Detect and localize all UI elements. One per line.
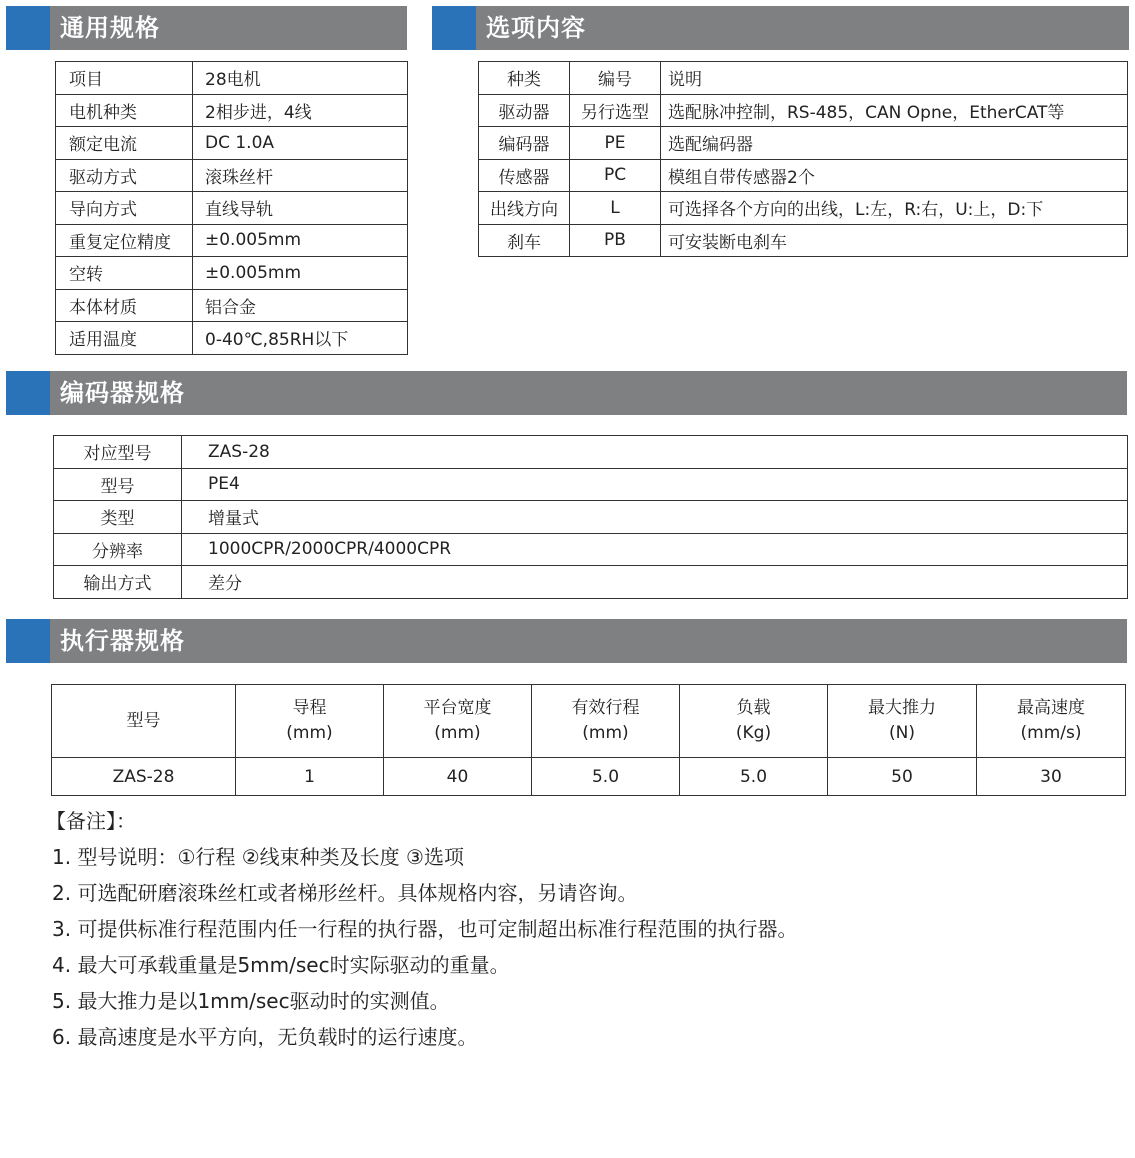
table-header-row [479, 62, 1128, 95]
notes-section [46, 806, 1106, 1058]
header-name: 负载 [736, 698, 771, 718]
spec-key: 重复定位精度 [56, 224, 193, 257]
spec-value: 差分 [182, 566, 1128, 599]
section-title-encoder: 编码器规格 [60, 379, 185, 407]
option-type: 刹车 [479, 224, 570, 257]
header-unit: (Kg) [735, 723, 772, 743]
spec-key: 导向方式 [56, 192, 193, 225]
spec-key: 驱动方式 [56, 159, 193, 192]
note-item: 6. 最高速度是水平方向，无负载时的运行速度。 [52, 1025, 478, 1049]
table-row [56, 127, 408, 160]
cell-width: 40 [384, 758, 532, 796]
spec-value: DC 1.0A [193, 127, 408, 160]
column-header: 种类 [479, 62, 570, 95]
table-row [56, 62, 408, 95]
option-description: 选配脉冲控制，RS-485，CAN Opne，EtherCAT等 [661, 94, 1128, 127]
table-header-row [52, 685, 1126, 758]
table-row [54, 501, 1128, 534]
header-unit: (mm) [582, 723, 629, 743]
actuator-spec-table [51, 684, 1126, 796]
column-header-load [680, 685, 828, 758]
spec-value: 铝合金 [193, 289, 408, 322]
section-header-general [6, 6, 407, 50]
header-name: 最大推力 [868, 698, 936, 718]
header-name: 型号 [126, 710, 161, 731]
table-row [479, 127, 1128, 160]
options-table [478, 61, 1128, 257]
general-spec-table [55, 61, 408, 355]
header-name: 导程 [292, 698, 327, 718]
section-header-encoder [6, 371, 1127, 415]
option-type: 驱动器 [479, 94, 570, 127]
table-row [52, 758, 1126, 796]
cell-lead: 1 [236, 758, 384, 796]
table-row [56, 289, 408, 322]
spec-key: 对应型号 [54, 436, 182, 469]
table-row [56, 192, 408, 225]
table-row [56, 94, 408, 127]
section-title-actuator: 执行器规格 [60, 627, 185, 655]
option-code: 另行选型 [570, 94, 661, 127]
note-item: 1. 型号说明：①行程 ②线束种类及长度 ③选项 [52, 845, 464, 869]
header-unit: (N) [889, 723, 915, 743]
spec-key: 空转 [56, 257, 193, 290]
column-header-width [384, 685, 532, 758]
header-name: 平台宽度 [423, 698, 492, 718]
column-header-stroke [532, 685, 680, 758]
spec-value: 0-40℃,85RH以下 [193, 322, 408, 355]
spec-value: 2相步进，4线 [193, 94, 408, 127]
spec-key: 分辨率 [54, 533, 182, 566]
spec-key: 项目 [56, 62, 193, 95]
spec-key: 适用温度 [56, 322, 193, 355]
encoder-spec-table [53, 435, 1128, 599]
table-row [479, 224, 1128, 257]
table-row [56, 224, 408, 257]
option-code: PB [570, 224, 661, 257]
note-item: 5. 最大推力是以1mm/sec驱动时的实测值。 [52, 989, 450, 1013]
column-header-thrust [828, 685, 977, 758]
spec-key: 本体材质 [56, 289, 193, 322]
header-unit: (mm) [434, 723, 481, 743]
table-row [479, 192, 1128, 225]
header-name: 有效行程 [571, 698, 640, 718]
spec-value: 直线导轨 [193, 192, 408, 225]
header-name: 最高速度 [1017, 698, 1085, 718]
option-description: 可选择各个方向的出线，L:左，R:右，U:上，D:下 [661, 192, 1128, 225]
table-row [54, 566, 1128, 599]
note-item: 3. 可提供标准行程范围内任一行程的执行器，也可定制超出标准行程范围的执行器。 [52, 917, 798, 941]
option-code: L [570, 192, 661, 225]
spec-value: 28电机 [193, 62, 408, 95]
option-type: 传感器 [479, 159, 570, 192]
header-accent [6, 371, 50, 415]
spec-value: 增量式 [182, 501, 1128, 534]
cell-thrust: 50 [828, 758, 977, 796]
spec-key: 电机种类 [56, 94, 193, 127]
note-item: 4. 最大可承载重量是5mm/sec时实际驱动的重量。 [52, 953, 510, 977]
spec-value: 1000CPR/2000CPR/4000CPR [182, 533, 1128, 566]
note-item: 2. 可选配研磨滚珠丝杠或者梯形丝杆。具体规格内容，另请咨询。 [52, 881, 638, 905]
header-unit: (mm/s) [1020, 723, 1082, 743]
column-header-model [52, 685, 236, 758]
spec-value: ±0.005mm [193, 257, 408, 290]
table-row [56, 159, 408, 192]
header-accent [432, 6, 476, 50]
cell-model: ZAS-28 [52, 758, 236, 796]
spec-key: 输出方式 [54, 566, 182, 599]
table-row [54, 436, 1128, 469]
column-header-speed [977, 685, 1126, 758]
header-accent [6, 6, 50, 50]
option-type: 编码器 [479, 127, 570, 160]
spec-value: ZAS-28 [182, 436, 1128, 469]
cell-speed: 30 [977, 758, 1126, 796]
option-code: PE [570, 127, 661, 160]
option-description: 可安装断电刹车 [661, 224, 1128, 257]
notes-title: 【备注】： [46, 809, 136, 833]
spec-key: 额定电流 [56, 127, 193, 160]
spec-key: 类型 [54, 501, 182, 534]
header-unit: (mm) [286, 723, 333, 743]
cell-stroke: 5.0 [532, 758, 680, 796]
table-row [54, 468, 1128, 501]
cell-load: 5.0 [680, 758, 828, 796]
section-title-options: 选项内容 [486, 14, 586, 42]
spec-key: 型号 [54, 468, 182, 501]
section-header-options [432, 6, 1129, 50]
column-header: 编号 [570, 62, 661, 95]
section-header-actuator [6, 619, 1127, 663]
option-description: 模组自带传感器2个 [661, 159, 1128, 192]
spec-value: ±0.005mm [193, 224, 408, 257]
spec-value: 滚珠丝杆 [193, 159, 408, 192]
option-code: PC [570, 159, 661, 192]
table-row [479, 159, 1128, 192]
column-header-lead [236, 685, 384, 758]
option-description: 选配编码器 [661, 127, 1128, 160]
table-row [54, 533, 1128, 566]
section-title-general: 通用规格 [60, 14, 160, 42]
spec-value: PE4 [182, 468, 1128, 501]
table-row [56, 322, 408, 355]
table-row [479, 94, 1128, 127]
header-accent [6, 619, 50, 663]
column-header: 说明 [661, 62, 1128, 95]
option-type: 出线方向 [479, 192, 570, 225]
table-row [56, 257, 408, 290]
